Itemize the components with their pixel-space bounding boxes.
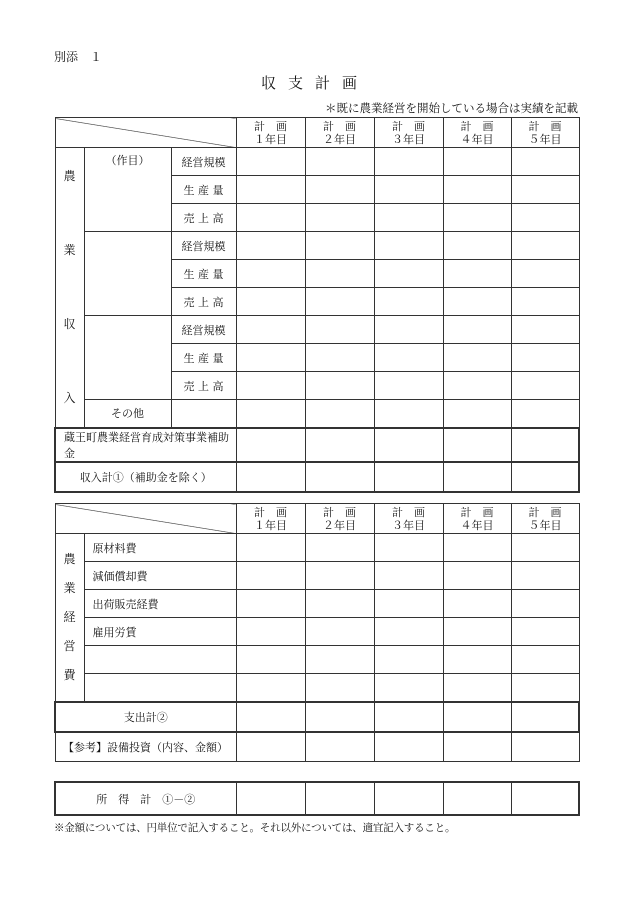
cell[interactable] xyxy=(511,372,579,400)
cell[interactable] xyxy=(443,344,511,372)
cell[interactable] xyxy=(236,590,305,618)
col-header-3: 計 画 ３年目 xyxy=(374,118,443,148)
cell[interactable] xyxy=(443,562,511,590)
cell[interactable] xyxy=(305,782,374,815)
cell[interactable] xyxy=(511,618,579,646)
cell[interactable] xyxy=(236,462,305,492)
cell[interactable] xyxy=(374,562,443,590)
crop-label: （作目） xyxy=(84,148,171,232)
cell[interactable] xyxy=(374,176,443,204)
cell[interactable] xyxy=(511,204,579,232)
cell[interactable] xyxy=(374,702,443,732)
cell[interactable] xyxy=(511,534,579,562)
cell[interactable] xyxy=(511,288,579,316)
cell[interactable] xyxy=(374,646,443,674)
cell[interactable] xyxy=(305,732,374,762)
header-diagonal-cell xyxy=(55,504,236,534)
cell[interactable] xyxy=(236,428,305,462)
col-header-4: 計 画 ４年目 xyxy=(443,118,511,148)
item-sales: 売 上 高 xyxy=(171,372,236,400)
cell[interactable] xyxy=(305,288,374,316)
cell[interactable] xyxy=(374,782,443,815)
cell[interactable] xyxy=(374,288,443,316)
other-label: その他 xyxy=(84,400,171,428)
cell[interactable] xyxy=(305,344,374,372)
cell[interactable] xyxy=(443,148,511,176)
cell[interactable] xyxy=(443,782,511,815)
cell[interactable] xyxy=(171,400,236,428)
cell[interactable] xyxy=(511,260,579,288)
cell[interactable] xyxy=(443,288,511,316)
cell[interactable] xyxy=(236,148,305,176)
cell[interactable] xyxy=(443,534,511,562)
cell[interactable] xyxy=(443,702,511,732)
expense-item: 雇用労賃 xyxy=(84,618,236,646)
net-income-table xyxy=(54,781,580,816)
item-scale: 経営規模 xyxy=(171,148,236,176)
cell[interactable] xyxy=(236,344,305,372)
cell[interactable] xyxy=(374,232,443,260)
cell[interactable] xyxy=(305,674,374,702)
cell[interactable] xyxy=(443,316,511,344)
cell[interactable] xyxy=(305,176,374,204)
cell[interactable] xyxy=(443,590,511,618)
cell[interactable] xyxy=(374,148,443,176)
cell[interactable] xyxy=(305,462,374,492)
cell[interactable] xyxy=(511,562,579,590)
expense-item: 減価償却費 xyxy=(84,562,236,590)
cell[interactable] xyxy=(236,562,305,590)
cell[interactable] xyxy=(236,646,305,674)
cell[interactable] xyxy=(443,428,511,462)
cell[interactable] xyxy=(443,674,511,702)
cell[interactable] xyxy=(511,702,579,732)
cell[interactable] xyxy=(305,316,374,344)
cell[interactable] xyxy=(374,400,443,428)
cell[interactable] xyxy=(236,232,305,260)
attachment-label: 別添 １ xyxy=(54,50,103,64)
cell[interactable] xyxy=(236,288,305,316)
cell[interactable] xyxy=(236,260,305,288)
cell[interactable] xyxy=(305,148,374,176)
item-production: 生 産 量 xyxy=(171,344,236,372)
cell[interactable] xyxy=(511,646,579,674)
item-production: 生 産 量 xyxy=(171,176,236,204)
cell[interactable] xyxy=(443,400,511,428)
col-header-5: 計 画 ５年目 xyxy=(511,118,579,148)
cell[interactable] xyxy=(511,732,579,762)
cell[interactable] xyxy=(511,782,579,815)
cell[interactable] xyxy=(374,618,443,646)
cell[interactable] xyxy=(305,562,374,590)
crop-cell[interactable] xyxy=(84,316,171,400)
cell[interactable] xyxy=(236,674,305,702)
cell[interactable] xyxy=(374,316,443,344)
cell[interactable] xyxy=(374,204,443,232)
cell[interactable] xyxy=(511,344,579,372)
item-production: 生 産 量 xyxy=(171,260,236,288)
cell[interactable] xyxy=(443,618,511,646)
cell[interactable] xyxy=(511,590,579,618)
cell[interactable] xyxy=(374,462,443,492)
reference-label: 【参考】設備投資（内容、金額） xyxy=(55,732,236,762)
cell[interactable] xyxy=(305,646,374,674)
cell[interactable] xyxy=(236,316,305,344)
cell[interactable] xyxy=(236,732,305,762)
item-scale: 経営規模 xyxy=(171,316,236,344)
cell[interactable] xyxy=(305,618,374,646)
expense-item[interactable] xyxy=(84,674,236,702)
cell[interactable] xyxy=(374,534,443,562)
page-title: 収支計画 xyxy=(260,74,369,92)
cell[interactable] xyxy=(443,176,511,204)
cell[interactable] xyxy=(305,204,374,232)
cell[interactable] xyxy=(511,428,579,462)
cell[interactable] xyxy=(374,344,443,372)
cell[interactable] xyxy=(236,782,305,815)
cell[interactable] xyxy=(374,428,443,462)
cell[interactable] xyxy=(443,646,511,674)
income-group-label: 農 業 収 入 xyxy=(55,148,84,428)
cell[interactable] xyxy=(511,232,579,260)
cell[interactable] xyxy=(305,400,374,428)
cell[interactable] xyxy=(443,204,511,232)
cell[interactable] xyxy=(236,372,305,400)
header-diagonal-cell xyxy=(55,118,236,148)
cell[interactable] xyxy=(443,462,511,492)
col-header-4: 計 画 ４年目 xyxy=(443,504,511,534)
col-header-3: 計 画 ３年目 xyxy=(374,504,443,534)
cell[interactable] xyxy=(511,176,579,204)
subsidy-label: 蔵王町農業経営育成対策事業補助金 xyxy=(55,428,236,462)
crop-cell[interactable] xyxy=(84,232,171,316)
item-sales: 売 上 高 xyxy=(171,204,236,232)
cell[interactable] xyxy=(443,232,511,260)
cell[interactable] xyxy=(305,232,374,260)
note-bottom: ※金額については、円単位で記入すること。それ以外については、適宜記入すること。 xyxy=(54,822,456,834)
col-header-1: 計 画 １年目 xyxy=(236,504,305,534)
cell[interactable] xyxy=(443,732,511,762)
cell[interactable] xyxy=(374,372,443,400)
expense-item[interactable] xyxy=(84,646,236,674)
cell[interactable] xyxy=(236,176,305,204)
note-top: ＊既に農業経営を開始している場合は実績を記載 xyxy=(325,101,578,115)
cell[interactable] xyxy=(305,428,374,462)
expense-group-label: 農 業 経 営 費 xyxy=(55,534,84,702)
cell[interactable] xyxy=(236,534,305,562)
cell[interactable] xyxy=(305,260,374,288)
item-sales: 売 上 高 xyxy=(171,288,236,316)
cell[interactable] xyxy=(511,674,579,702)
cell[interactable] xyxy=(443,372,511,400)
cell[interactable] xyxy=(236,400,305,428)
cell[interactable] xyxy=(511,400,579,428)
col-header-1: 計 画 １年目 xyxy=(236,118,305,148)
cell[interactable] xyxy=(305,590,374,618)
item-scale: 経営規模 xyxy=(171,232,236,260)
income-table xyxy=(54,117,580,493)
cell[interactable] xyxy=(305,372,374,400)
cell[interactable] xyxy=(511,148,579,176)
cell[interactable] xyxy=(236,702,305,732)
expense-item: 出荷販売経費 xyxy=(84,590,236,618)
net-income-label: 所 得 計 ①－② xyxy=(55,782,236,815)
cell[interactable] xyxy=(236,618,305,646)
col-header-5: 計 画 ５年目 xyxy=(511,504,579,534)
expense-table xyxy=(54,503,580,762)
expense-item: 原材料費 xyxy=(84,534,236,562)
cell[interactable] xyxy=(374,674,443,702)
expense-total-label: 支出計② xyxy=(55,702,236,732)
cell[interactable] xyxy=(305,702,374,732)
cell[interactable] xyxy=(511,316,579,344)
cell[interactable] xyxy=(236,204,305,232)
cell[interactable] xyxy=(374,260,443,288)
cell[interactable] xyxy=(305,534,374,562)
cell[interactable] xyxy=(374,590,443,618)
cell[interactable] xyxy=(511,462,579,492)
col-header-2: 計 画 ２年目 xyxy=(305,118,374,148)
col-header-2: 計 画 ２年目 xyxy=(305,504,374,534)
cell[interactable] xyxy=(374,732,443,762)
income-total-label: 収入計①（補助金を除く） xyxy=(55,462,236,492)
cell[interactable] xyxy=(443,260,511,288)
